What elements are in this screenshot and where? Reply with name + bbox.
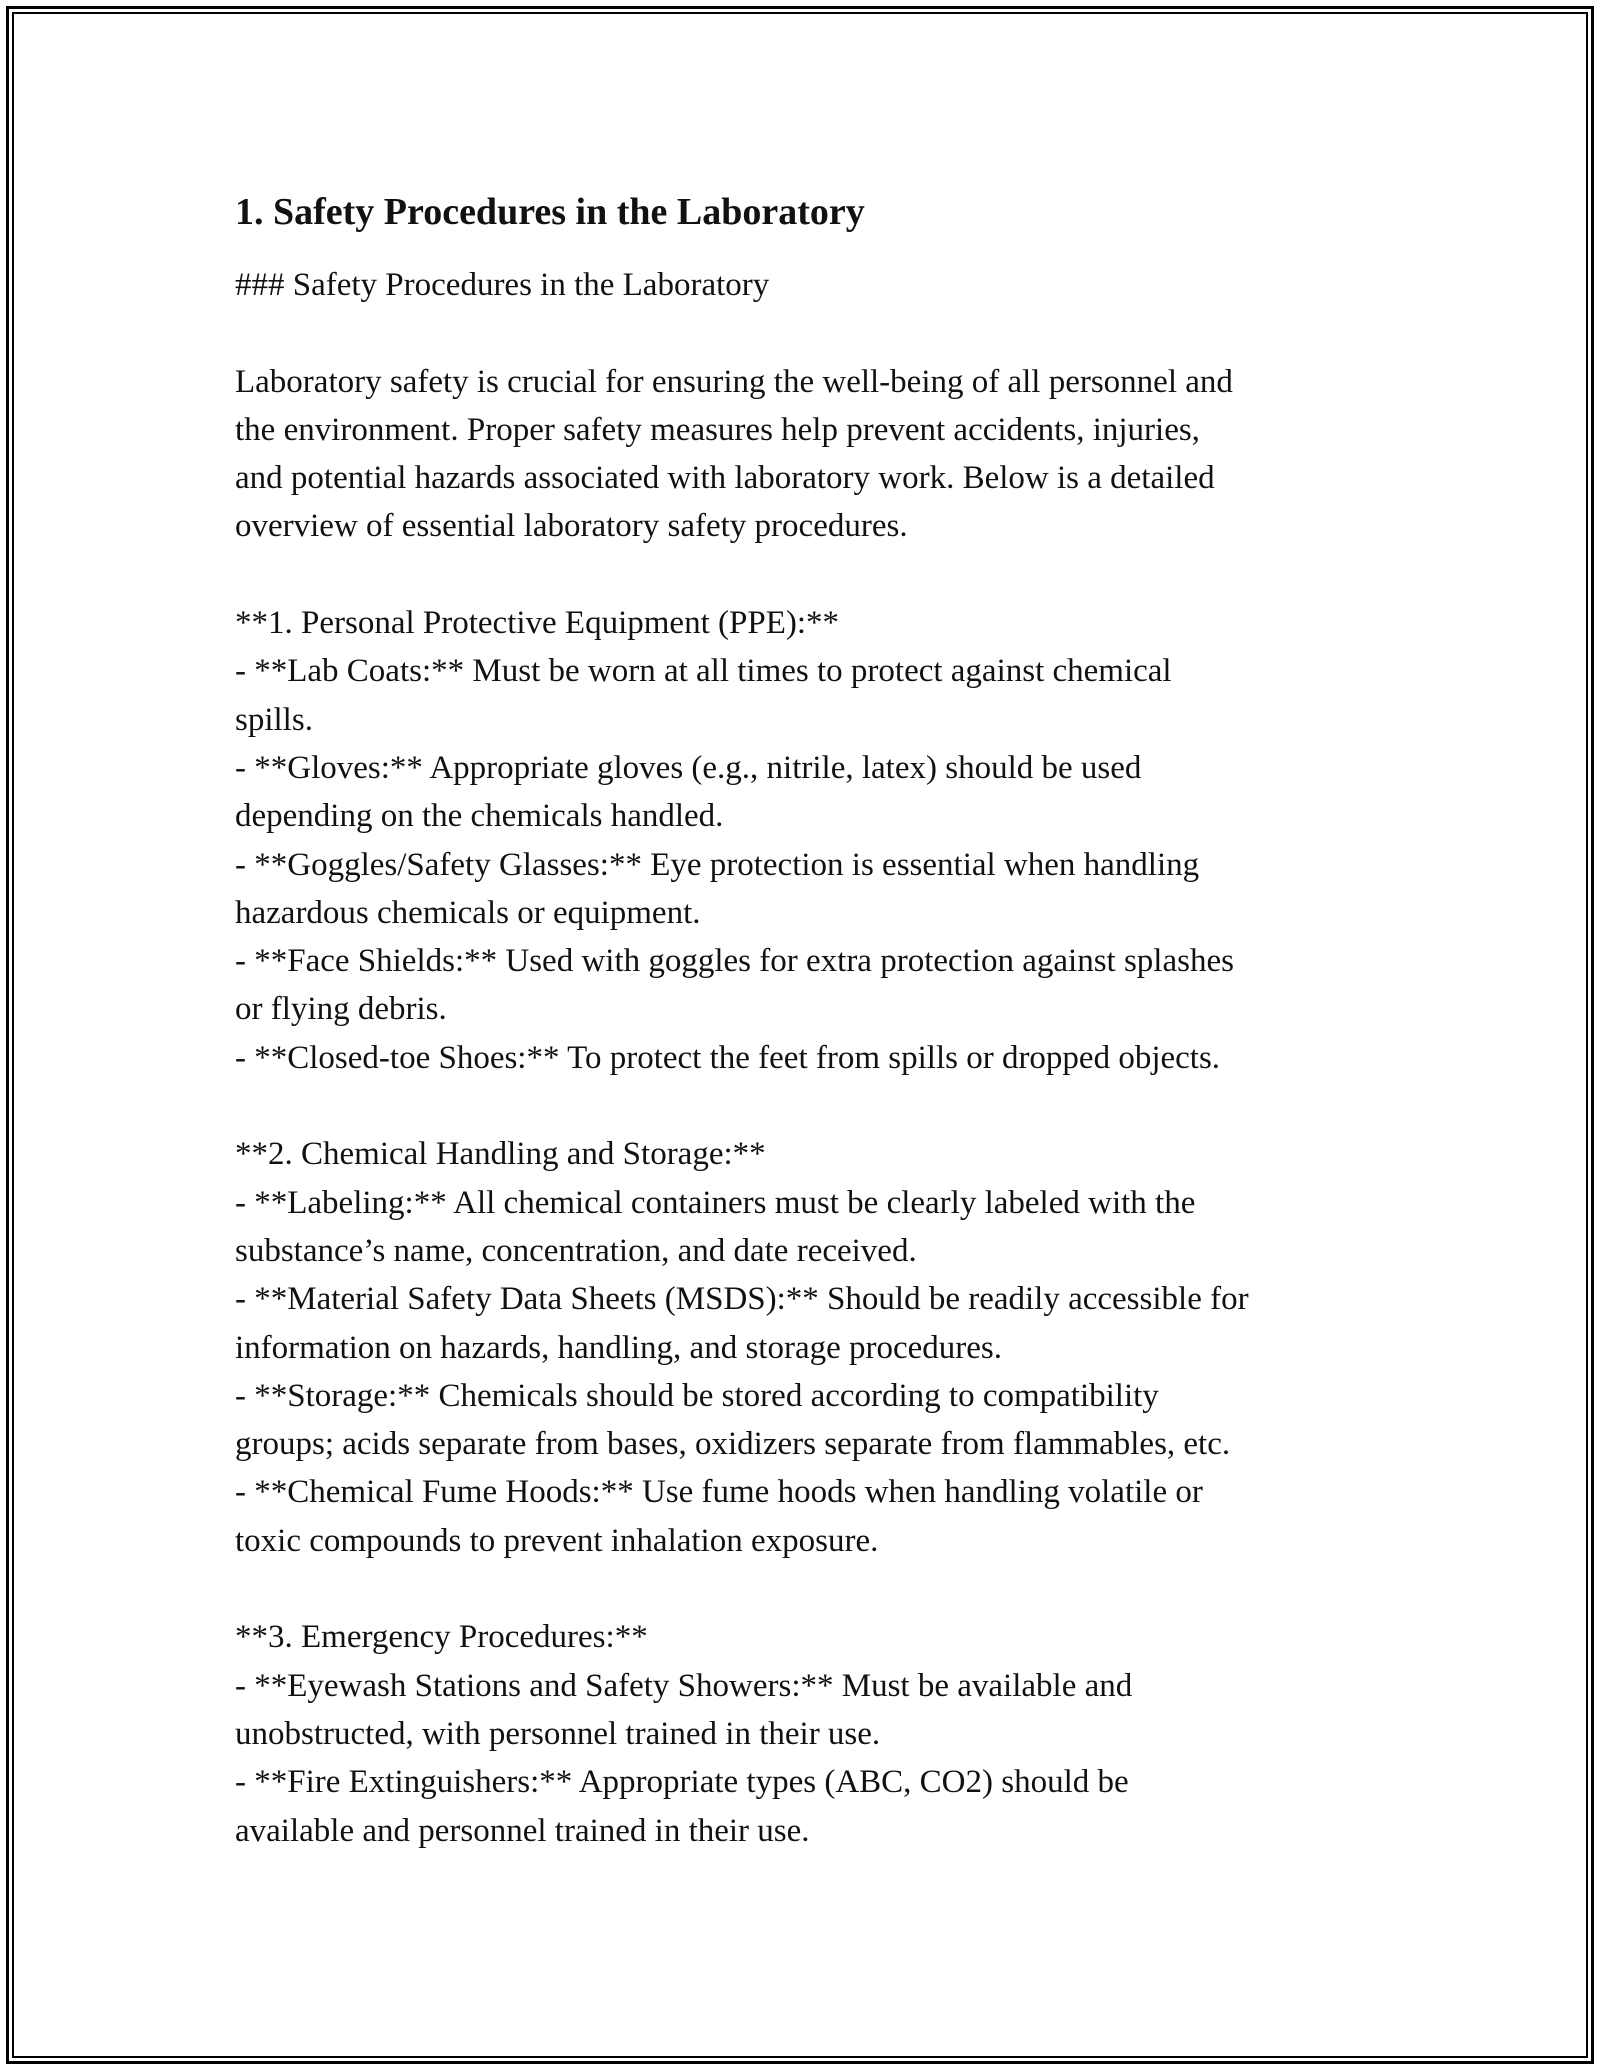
- section-line: - **Storage:** Chemicals should be stored according to compatibility: [235, 1377, 1159, 1414]
- document-content: [235, 185, 1375, 1855]
- section-heading-chemical-handling: **2. Chemical Handling and Storage:**: [235, 1136, 766, 1173]
- paragraph-gap: [235, 1565, 1375, 1613]
- document-body: [235, 261, 1375, 1855]
- document-title: 1. Safety Procedures in the Laboratory: [235, 191, 865, 233]
- intro-line: Laboratory safety is crucial for ensuring the well-being of all personnel and: [235, 363, 1233, 400]
- section-line: - **Lab Coats:** Must be worn at all times to protect against chemical: [235, 653, 1172, 690]
- section-line: - **Goggles/Safety Glasses:** Eye protection is essential when handling: [235, 846, 1200, 883]
- section-line: - **Closed-toe Shoes:** To protect the feet from spills or dropped objects.: [235, 1039, 1221, 1076]
- section-line: - **Face Shields:** Used with goggles for extra protection against splashes: [235, 943, 1234, 980]
- intro-line: the environment. Proper safety measures help prevent accidents, injuries,: [235, 411, 1200, 448]
- subheading: ### Safety Procedures in the Laboratory: [235, 267, 770, 303]
- section-line: information on hazards, handling, and storage procedures.: [235, 1329, 1003, 1366]
- intro-line: overview of essential laboratory safety procedures.: [235, 508, 908, 545]
- section-line: available and personnel trained in their use.: [235, 1812, 810, 1849]
- section-line: - **Labeling:** All chemical containers must be clearly labeled with the: [235, 1184, 1196, 1221]
- section-line: - **Fire Extinguishers:** Appropriate types (ABC, CO2) should be: [235, 1764, 1129, 1801]
- section-line: depending on the chemicals handled.: [235, 798, 724, 835]
- section-line: substance’s name, concentration, and date received.: [235, 1232, 917, 1269]
- section-line: unobstructed, with personnel trained in their use.: [235, 1715, 881, 1752]
- section-line: - **Material Safety Data Sheets (MSDS):** Should be readily accessible for: [235, 1281, 1249, 1318]
- paragraph-gap: [235, 309, 1375, 357]
- section-line: - **Eyewash Stations and Safety Showers:** Must be available and: [235, 1667, 1133, 1704]
- section-line: groups; acids separate from bases, oxidizers separate from flammables, etc.: [235, 1426, 1231, 1463]
- section-line: toxic compounds to prevent inhalation exposure.: [235, 1522, 879, 1559]
- section-line: or flying debris.: [235, 991, 447, 1028]
- paragraph-gap: [235, 1082, 1375, 1130]
- paragraph-gap: [235, 551, 1375, 599]
- section-heading-ppe: **1. Personal Protective Equipment (PPE):**: [235, 605, 840, 642]
- intro-line: and potential hazards associated with laboratory work. Below is a detailed: [235, 460, 1215, 497]
- section-line: spills.: [235, 701, 313, 738]
- section-line: - **Chemical Fume Hoods:** Use fume hoods when handling volatile or: [235, 1474, 1203, 1511]
- section-line: hazardous chemicals or equipment.: [235, 894, 701, 931]
- section-heading-emergency: **3. Emergency Procedures:**: [235, 1619, 648, 1656]
- section-line: - **Gloves:** Appropriate gloves (e.g., nitrile, latex) should be used: [235, 749, 1142, 786]
